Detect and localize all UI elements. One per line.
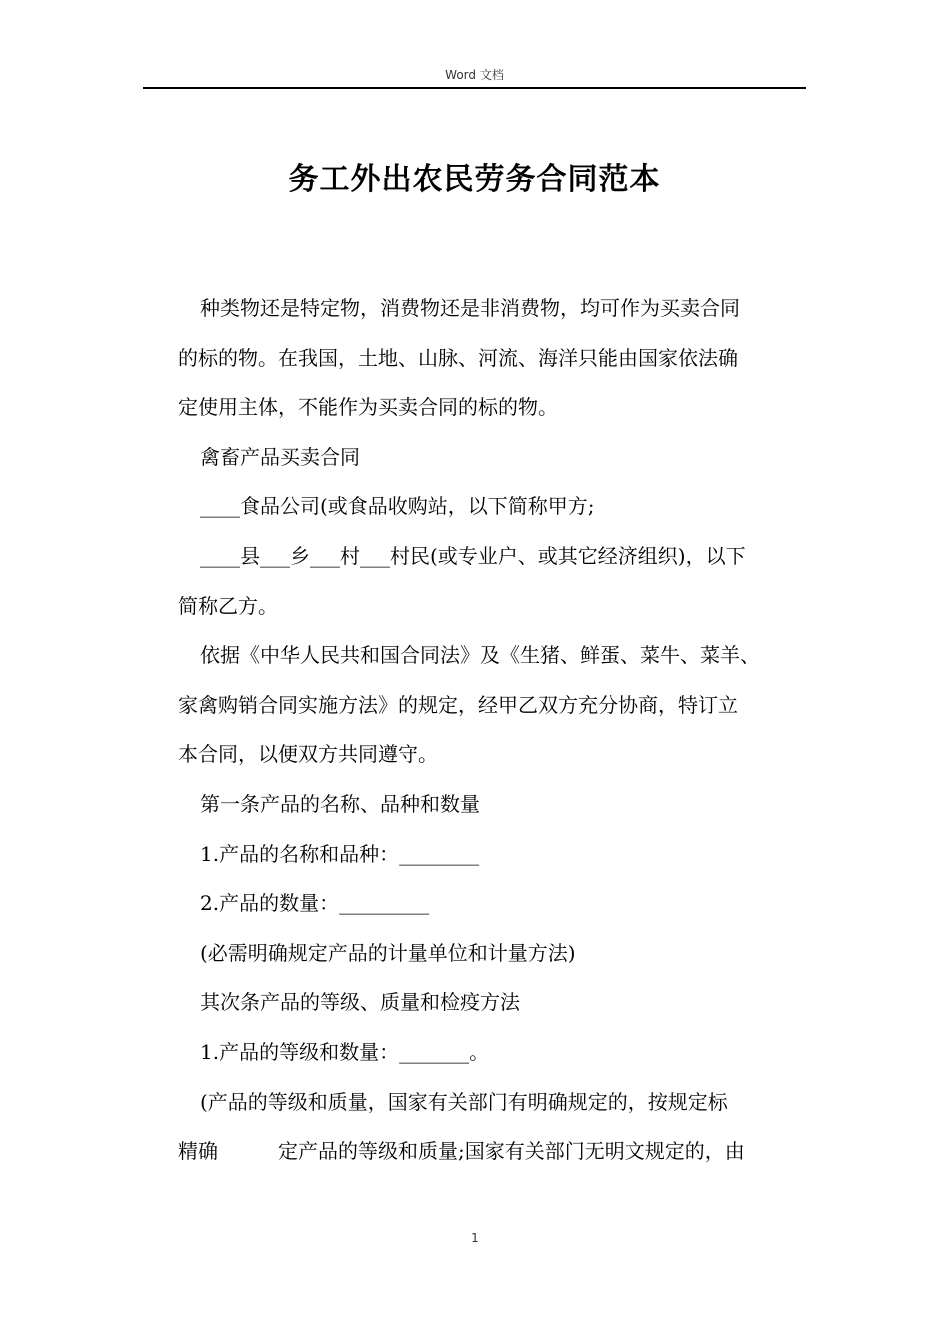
body-line: 2.产品的数量：_________ [200, 891, 430, 916]
body-line: 种类物还是特定物，消费物还是非消费物，均可作为买卖合同 [200, 296, 740, 320]
body-line: ____县___乡___村___村民(或专业户、或其它经济组织)，以下 [200, 543, 746, 568]
body-line: 1.产品的名称和品种：________ [200, 841, 480, 866]
document-title: 务工外出农民劳务合同范本 [288, 162, 661, 197]
page-header: Word 文档 [445, 68, 504, 82]
body-line: 依据《中华人民共和国合同法》及《生猪、鲜蛋、菜牛、菜羊、 [200, 643, 760, 668]
body-line: 本合同，以便双方共同遵守。 [178, 742, 438, 767]
body-line: 简称乙方。 [178, 593, 278, 618]
body-line: (必需明确规定产品的计量单位和计量方法) [200, 940, 576, 965]
body-line: 家禽购销合同实施方法》的规定，经甲乙双方充分协商，特订立 [178, 692, 738, 717]
body-line: 禽畜产品买卖合同 [200, 444, 360, 469]
body-line: 第一条产品的名称、品种和数量 [200, 791, 480, 816]
body-line: 定使用主体，不能作为买卖合同的标的物。 [178, 395, 558, 420]
body-line: (产品的等级和质量，国家有关部门有明确规定的，按规定标 [200, 1089, 728, 1114]
body-line: 1.产品的等级和数量：_______。 [200, 1039, 490, 1064]
body-line: 精确 定产品的等级和质量;国家有关部门无明文规定的，由 [178, 1139, 745, 1164]
page-number: 1 [471, 1231, 479, 1245]
document-body [178, 284, 810, 1177]
body-line: 的标的物。在我国，土地、山脉、河流、海洋只能由国家依法确 [178, 345, 738, 370]
body-line: ____食品公司(或食品收购站，以下简称甲方; [200, 494, 595, 519]
header-rule [143, 87, 806, 89]
body-line: 其次条产品的等级、质量和检疫方法 [200, 990, 520, 1015]
